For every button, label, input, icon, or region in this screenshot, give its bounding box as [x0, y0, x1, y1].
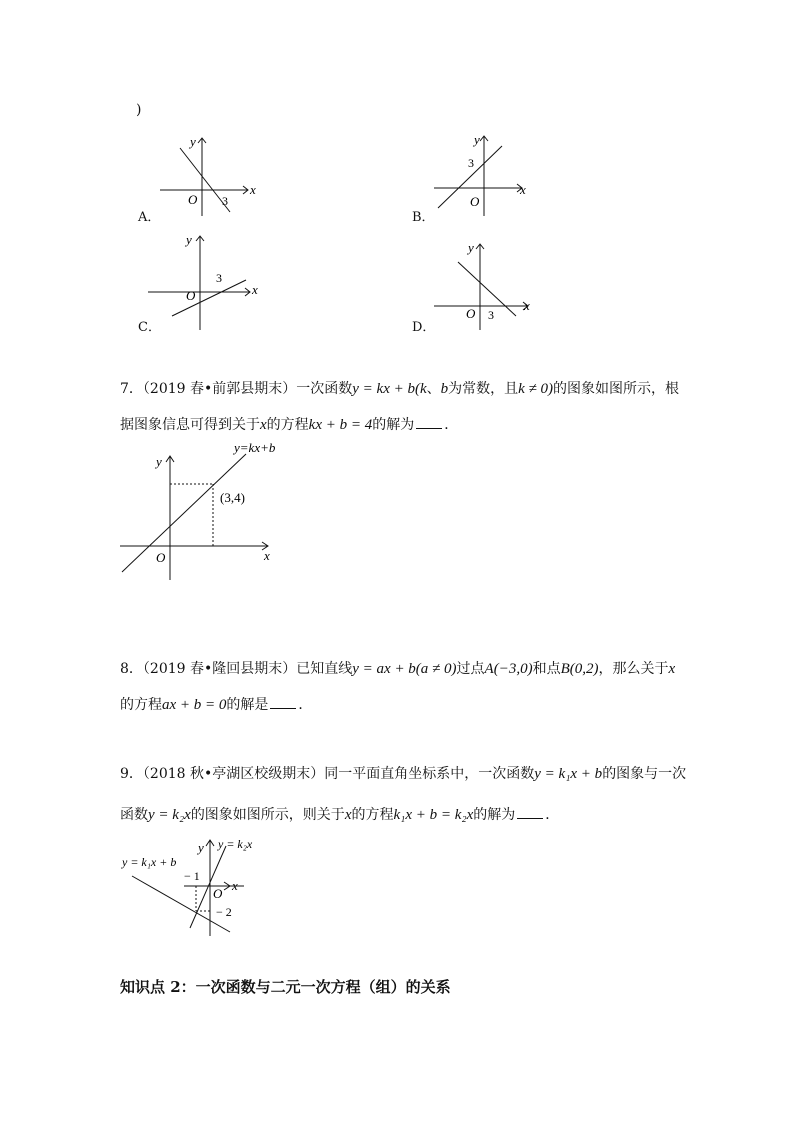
answer-blank [416, 416, 442, 429]
answer-blank [270, 696, 296, 709]
option-a-graph [150, 130, 260, 220]
y-label: y [156, 454, 162, 469]
origin-label: O [186, 288, 196, 303]
y-label: y [190, 134, 196, 149]
y-label: y [186, 232, 192, 247]
q9-line1: 9．（2018 秋•亭湖区校级期末）同一平面直角坐标系中，一次函数y = k₁x + b的图象与一次 [120, 766, 687, 782]
x-label: x [252, 282, 258, 297]
q8-line2: 的方程ax + b = 0的解是 ． [120, 697, 313, 713]
origin-label: O [466, 306, 476, 321]
eq1-label: y = k₁x + b [122, 855, 177, 869]
eq2-label: y = k₂x [218, 837, 253, 851]
function-line [172, 280, 246, 316]
x-label: x [524, 298, 530, 313]
origin-label: O [213, 886, 223, 901]
section-title: 知识点 2：一次函数与二元一次方程（组）的关系 [120, 978, 451, 996]
option-c-graph [146, 228, 266, 332]
tick-minus-2: − 2 [216, 905, 232, 919]
x-label: x [520, 182, 526, 197]
q9-line2: 函数y = k₂x的图象如图所示，则关于x的方程k₁x + b = k₂x的解为 ． [120, 807, 560, 823]
q7-graph [118, 436, 283, 582]
x-label: x [250, 182, 256, 197]
tick-minus-1: − 1 [184, 869, 200, 883]
point-label: (3,4) [220, 490, 245, 505]
y-label: y [198, 840, 204, 855]
q7-line1: 7．（2019 春•前郭县期末）一次函数y = kx + b(k、b为常数，且k ≠ 0)的图象如图所示，根 [120, 381, 680, 397]
tick-label: 3 [468, 156, 474, 170]
x-label: x [232, 878, 238, 893]
option-b-label: B． [412, 210, 435, 225]
option-d-graph [432, 236, 538, 332]
option-c-label: C． [138, 320, 161, 335]
option-b-graph [428, 128, 538, 220]
tick-label: 3 [488, 308, 494, 322]
tick-label: 3 [216, 271, 222, 285]
function-line [122, 454, 246, 572]
option-d-label: D． [412, 320, 436, 335]
origin-label: O [156, 550, 166, 565]
q8-line1: 8．（2019 春•隆回县期末）已知直线y = ax + b(a ≠ 0)过点A(−3,0)和点B(0,2)，那么关于x [120, 661, 676, 677]
line-equation: y=kx+b [234, 440, 276, 455]
y-label: y [474, 132, 480, 147]
q9-graph [118, 832, 268, 938]
origin-label: O [188, 192, 198, 207]
x-label: x [264, 548, 270, 563]
q7-line2: 据图象信息可得到关于x的方程kx + b = 4的解为 ． [120, 417, 459, 433]
option-a-label: A． [138, 210, 161, 225]
y-label: y [468, 240, 474, 255]
origin-label: O [470, 194, 480, 209]
line-k1 [132, 876, 230, 932]
answer-blank [517, 806, 543, 819]
closing-paren: ) [136, 102, 142, 118]
tick-label: 3 [222, 194, 228, 208]
